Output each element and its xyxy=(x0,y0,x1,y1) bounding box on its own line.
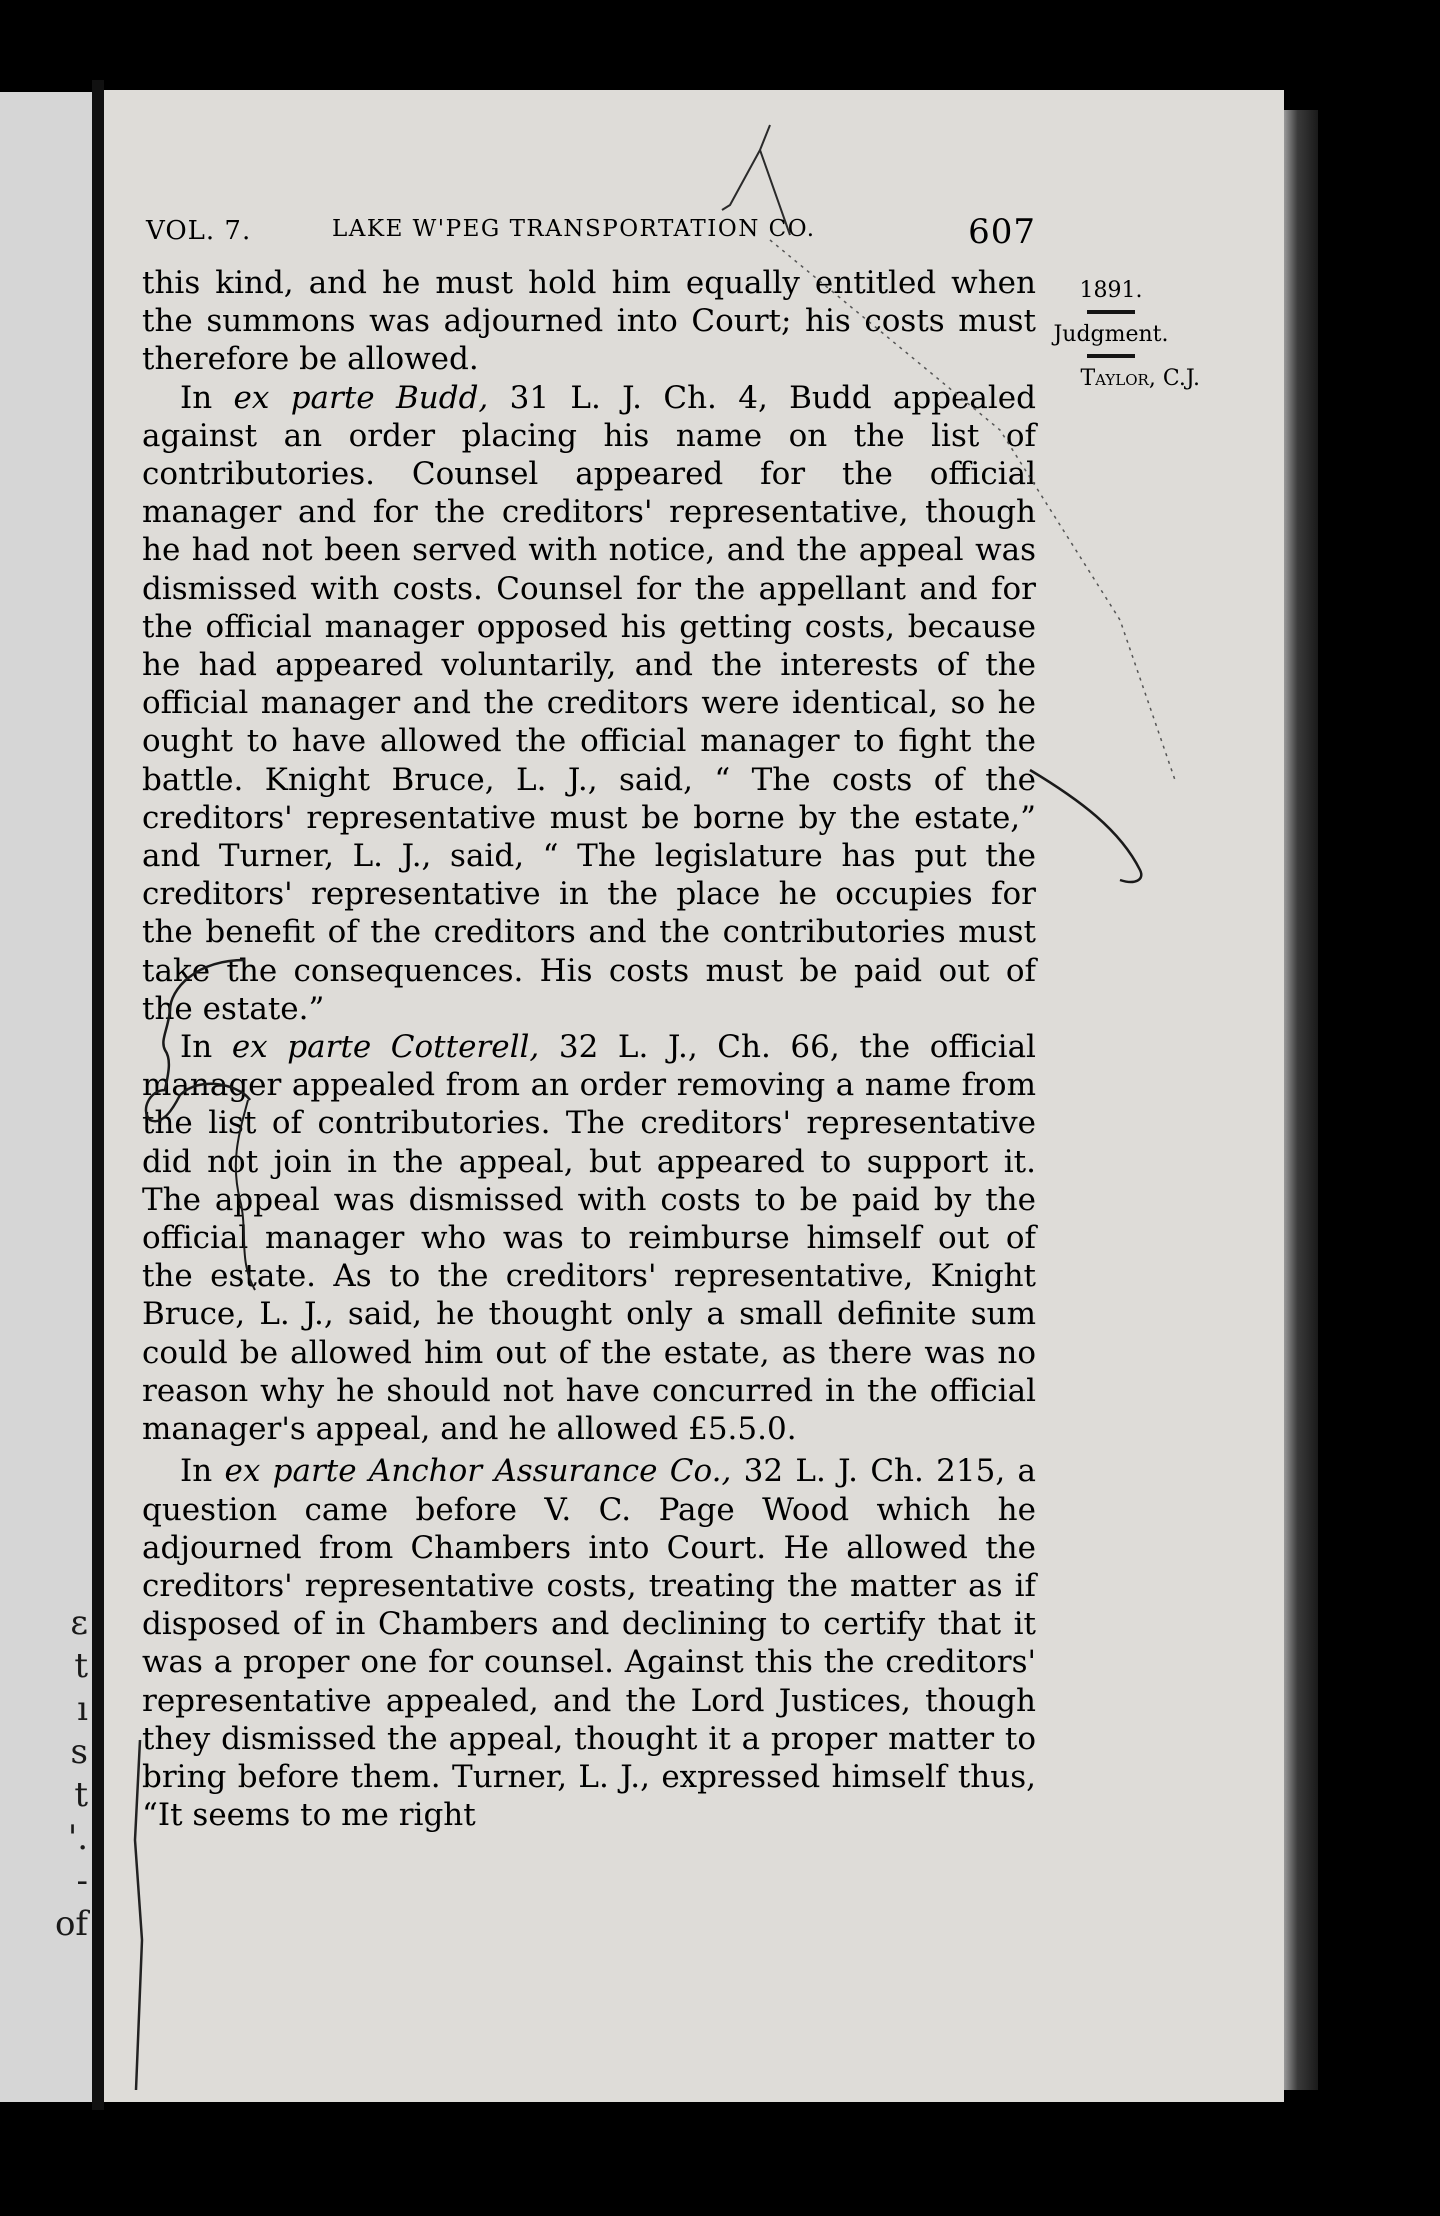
fragment: - xyxy=(76,1861,88,1901)
paragraph-text: 32 L. J., Ch. 66, the official manager appealed from an order removing a name from the list of contributories. The creditors' representative did not join in the appeal, but appeared to support it. The appeal was dismissed with costs to be paid by the official manager who was to reimburse himself out of the estate. As to the creditors' representative, Knight Bruce, L. J., said, he thought only a small definite sum could be allowed him out of the estate, as there was no reason why he should not have concurred in the official manager's appeal, and he allowed £5.5.0. xyxy=(142,1029,1036,1448)
paragraph xyxy=(142,1452,1036,1834)
paragraph-text: In xyxy=(180,1029,232,1066)
body-text xyxy=(142,264,1036,1834)
running-header xyxy=(146,212,1036,252)
paragraph-text: In xyxy=(180,379,234,416)
paragraph-text: this kind, and he must hold him equally entitled when the summons was adjourned into Court; his costs must therefore be allowed. xyxy=(142,265,1036,378)
margin-rule xyxy=(1087,354,1135,358)
paragraph xyxy=(142,264,1036,379)
margin-year: 1891. xyxy=(1079,278,1143,303)
fragment: ı xyxy=(77,1689,88,1729)
case-name: ex parte Anchor Assurance Co., xyxy=(224,1453,732,1490)
paragraph-text: 32 L. J. Ch. 215, a question came before V. C. Page Wood which he adjourned from Chambers into Court. He allowed the creditors' representative costs, treating the matter as if disposed of in Chambers and declining to certify that it was a proper one for counsel. Against this the creditors' representative appealed, and the Lord Justices, though they dismissed the appeal, thought it a proper matter to bring before them. Turner, L. J., expressed himself thus, “It seems to me right xyxy=(142,1453,1036,1834)
fragment: ɛ xyxy=(70,1603,88,1643)
facing-page-text-fragments xyxy=(55,1602,88,1946)
paragraph xyxy=(142,379,1036,1028)
case-name: ex parte Budd, xyxy=(233,379,489,416)
volume-label: VOL. 7. xyxy=(146,216,252,246)
running-title: LAKE W'PEG TRANSPORTATION CO. xyxy=(332,216,816,242)
margin-section: Judgment. xyxy=(1053,322,1169,347)
paragraph xyxy=(142,1028,1036,1448)
fragment: '. xyxy=(67,1818,88,1858)
margin-rule xyxy=(1087,310,1135,314)
book-gutter xyxy=(92,80,104,2110)
case-name: ex parte Cotterell, xyxy=(231,1029,540,1066)
margin-judge: Taylor, C.J. xyxy=(1080,366,1200,391)
paragraph-text: In xyxy=(180,1453,225,1490)
page-stack-edge xyxy=(1284,110,1318,2090)
fragment: t xyxy=(74,1775,88,1815)
facing-page-edge xyxy=(0,92,92,2102)
fragment: of xyxy=(54,1904,88,1944)
margin-note xyxy=(1036,276,1200,394)
page-number: 607 xyxy=(968,212,1036,252)
fragment: t xyxy=(74,1646,88,1686)
paragraph-text: 31 L. J. Ch. 4, Budd appealed against an order placing his name on the list of contributories. Counsel appeared for the official manager and for the creditors' representative, though he had not been served with notice, and the appeal was dismissed with costs. Counsel for the appellant and for the official manager opposed his getting costs, because he had appeared voluntarily, and the interests of the official manager and the creditors were identical, so he ought to have allowed the official manager to fight the battle. Knight Bruce, L. J., said, “ The costs of the creditors' representative must be borne by the estate,” and Turner, L. J., said, “ The legislature has put the creditors' representative in the place he occupies for the benefit of the creditors and the contributories must take the consequences. His costs must be paid out of the estate.” xyxy=(142,379,1036,1027)
fragment: s xyxy=(70,1732,88,1772)
